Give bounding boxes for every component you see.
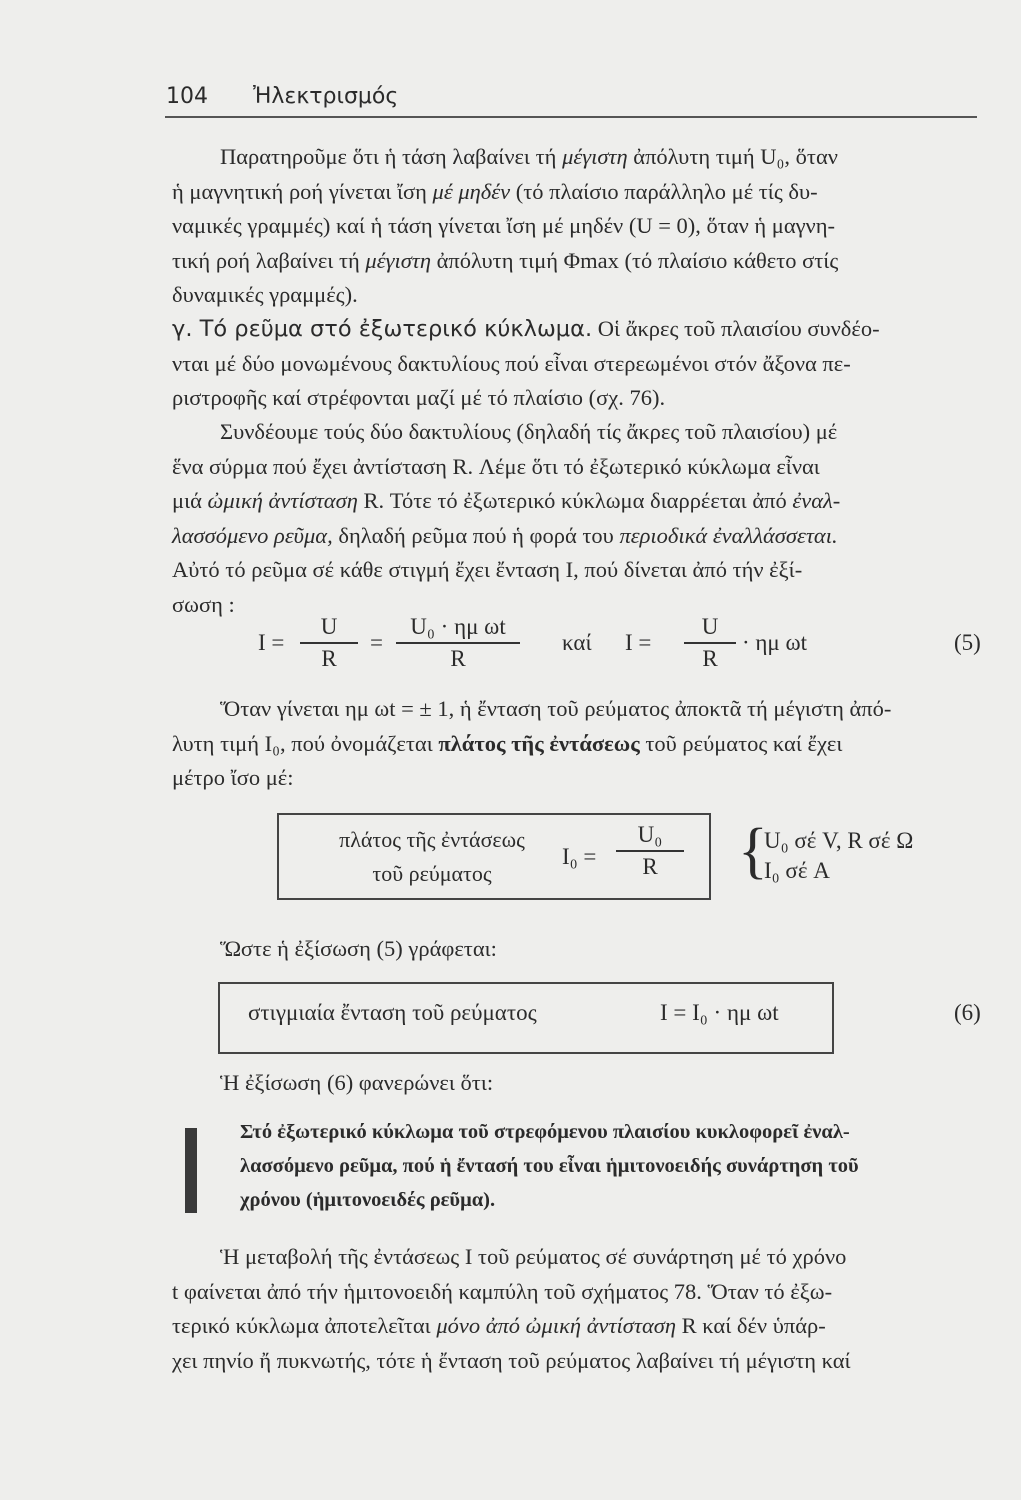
highlighted-conclusion: Στό ἐξωτερικό κύκλωμα τοῦ στρεφόμενου πλαισίου κυκλοφορεῖ ἐναλ- λασσόμενο ρεῦμα, πού ἡ ἔντασή του εἶναι ἡμιτονοειδής συνάρτηση τοῦ χρόνου (ἡμιτονοειδές ρεῦμα).: [240, 1121, 859, 1211]
fraction-u-over-r-2: U R: [684, 614, 736, 672]
paragraph-2: γ. Τό ρεῦμα στό ἐξωτερικό κύκλωμα. Οἱ ἄκρες τοῦ πλαισίου συνδέο- νται μέ δύο μονωμένους δακτυλίους πού εἶναι στερεωμένοι στόν ἄξονα πε- ριστροφῆς καί στρέφονται μαζί μέ τό πλαίσιο (σχ. 76).: [172, 316, 880, 410]
fraction-u0-over-r: U₀ R: [616, 822, 684, 880]
section-heading: γ. Τό ρεῦμα στό ἐξωτερικό κύκλωμα.: [172, 316, 593, 342]
paragraph-7: Ἡ μεταβολή τῆς ἐντάσεως I τοῦ ρεύματος σέ συνάρτηση μέ τό χρόνο t φαίνεται ἀπό τήν ἡμιτονοειδή καμπύλη τοῦ σχήματος 78. Ὅταν τό ἐξω- τερικό κύκλωμα ἀποτελεῖται μόνο ἀπό ὠμική ἀντίσταση R καί δέν ὑπάρ- χει πηνίο ἤ πυκνωτής, τότε ἡ ἔνταση τοῦ ρεύματος λαβαίνει τή μέγιστη καί: [172, 1244, 851, 1373]
instantaneous-current-formula: I = I₀ · ημ ωt: [660, 1000, 779, 1025]
chapter-title: Ἠλεκτρισμός: [253, 84, 399, 109]
fraction-u-over-r: U R: [300, 614, 358, 672]
paragraph-4: Ὅταν γίνεται ημ ωt = ± 1, ἡ ἔνταση τοῦ ρεύματος ἀποκτᾶ τή μέγιστη ἀπό- λυτη τιμή I₀, πού ὀνομάζεται πλάτος τῆς ἐντάσεως τοῦ ρεύματος καί ἔχει μέτρο ἴσο μέ:: [172, 696, 892, 790]
page-number: 104: [166, 84, 208, 109]
paragraph-5: Ὥστε ἡ ἐξίσωση (5) γράφεται:: [220, 936, 497, 961]
paragraph-3: Συνδέουμε τούς δύο δακτυλίους (δηλαδή τίς ἄκρες τοῦ πλαισίου) μέ ἕνα σύρμα πού ἔχει ἀντίσταση R. Λέμε ὅτι τό ἐξωτερικό κύκλωμα εἶναι μιά ὠμική ἀντίσταση R. Τότε τό ἐξωτερικό κύκλωμα διαρρέεται ἀπό ἐναλ- λασσόμενο ρεῦμα, δηλαδή ρεῦμα πού ἡ φορά του περιοδικά ἐναλλάσσεται. Αὐτό τό ρεῦμα σέ κάθε στιγμή ἔχει ἔνταση I, πού δίνεται ἀπό τήν ἐξί- σωση :: [172, 419, 841, 617]
highlight-bar: [185, 1128, 197, 1213]
brace: {: [738, 817, 768, 885]
units-note: U₀ σέ V, R σέ Ω I₀ σέ A: [764, 828, 914, 883]
paragraph-1: Παρατηροῦμε ὅτι ἡ τάση λαβαίνει τή μέγιστη ἀπόλυτη τιμή U₀, ὅταν ἡ μαγνητική ροή γίνεται ἴση μέ μηδέν (τό πλαίσιο παράλληλο μέ τίς δυ- ναμικές γραμμές) καί ἡ τάση γίνεται ἴση μέ μηδέν (U = 0), ὅταν ἡ μαγνη- τική ροή λαβαίνει τή μέγιστη ἀπόλυτη τιμή Φmax (τό πλαίσιο κάθετο στίς δυναμικές γραμμές).: [172, 144, 839, 307]
equation-number-5: (5): [954, 630, 981, 655]
equation-number-6: (6): [954, 1000, 981, 1025]
amplitude-definition: πλάτος τῆς ἐντάσεως τοῦ ρεύματος: [339, 827, 525, 886]
document-page: 104 Ἠλεκτρισμός Παρατηροῦμε ὅτι ἡ τάση λαβαίνει τή μέγιστη ἀπόλυτη τιμή U₀, ὅταν ἡ μαγνητική ροή γίνεται ἴση μέ μηδέν (τό πλαίσιο παράλληλο μέ τίς δυ- ναμικές γραμμές) καί ἡ τάση γίνεται ἴση μέ μηδέν (U = 0), ὅταν ἡ μαγνη- τική ροή λαβαίνει τή μέγιστη ἀπόλυτη τιμή Φmax (τό πλαίσιο κάθετο στίς δυναμικές γραμμές). γ. Τό ρεῦμα στό ἐξωτερικό κύκλωμα. Οἱ ἄκρες τοῦ πλαισίου συνδέο- νται μέ δύο μονωμένους δακτυλίους πού εἶναι στερεωμένοι στόν ἄξονα πε- ριστροφῆς καί στρέφονται μαζί μέ τό πλαίσιο (σχ. 76). Συνδέουμε τούς δύο δακτυλίους (δηλαδή τίς ἄκρες τοῦ πλαισίου) μέ ἕνα σύρμα πού ἔχει ἀντίσταση R. Λέμε ὅτι τό ἐξωτερικό κύκλωμα εἶναι μιά ὠμική ἀντίσταση R. Τότε τό ἐξωτερικό κύκλωμα διαρρέεται ἀπό ἐναλ- λασσόμενο ρεῦμα, δηλαδή ρεῦμα πού ἡ φορά του περιοδικά ἐναλλάσσεται. Αὐτό τό ρεῦμα σέ κάθε στιγμή ἔχει ἔνταση I, πού δίνεται ἀπό τήν ἐξί- σωση : I = U R = U₀ · ημ ωt R καί I = U R · ημ ωt (5) Ὅταν γίνεται ημ ωt = ± 1, ἡ ἔνταση τοῦ ρεύματος ἀποκτᾶ τή μέγιστη ἀπό- λυτη τιμή I₀, πού ὀνομάζεται πλάτος τῆς ἐντάσεως τοῦ ρεύματος καί ἔχει μέτρο ἴσο μέ: πλάτος τῆς ἐντάσεως τοῦ ρεύματος I₀ = U₀ R { U₀ σέ V, R σέ Ω I₀ σέ A Ὥστε ἡ ἐξίσωση (5) γράφεται: στιγμιαία ἔνταση τοῦ ρεύματος I = I₀ · ημ ωt (6) Ἡ ἐξίσωση (6) φανερώνει ὅτι: Στό ἐξωτερικό κύκλωμα τοῦ στρεφόμενου πλαισίου κυκλοφορεῖ ἐναλ- λασσόμενο ρεῦμα, πού ἡ ἔντασή του εἶναι ἡμιτονοειδής συνάρτηση τοῦ χρόνου (ἡμιτονοειδές ρεῦμα). Ἡ μεταβολή τῆς ἐντάσεως I τοῦ ρεύματος σέ συνάρτηση μέ τό χρόνο t φαίνεται ἀπό τήν ἡμιτονοειδή καμπύλη τοῦ σχήματος 78. Ὅταν τό ἐξω- τερικό κύκλωμα ἀποτελεῖται μόνο ἀπό ὠμική ἀντίσταση R καί δέν ὑπάρ- χει πηνίο ἤ πυκνωτής, τότε ἡ ἔνταση τοῦ ρεύματος λαβαίνει τή μέγιστη καί: [0, 0, 1021, 1500]
paragraph-6: Ἡ ἐξίσωση (6) φανερώνει ὅτι:: [220, 1070, 494, 1095]
page-header: [166, 84, 398, 109]
header-rule: [165, 116, 977, 118]
instantaneous-current-label: στιγμιαία ἔνταση τοῦ ρεύματος: [248, 1000, 537, 1025]
fraction-u0-sin-over-r: U₀ · ημ ωt R: [396, 614, 520, 672]
